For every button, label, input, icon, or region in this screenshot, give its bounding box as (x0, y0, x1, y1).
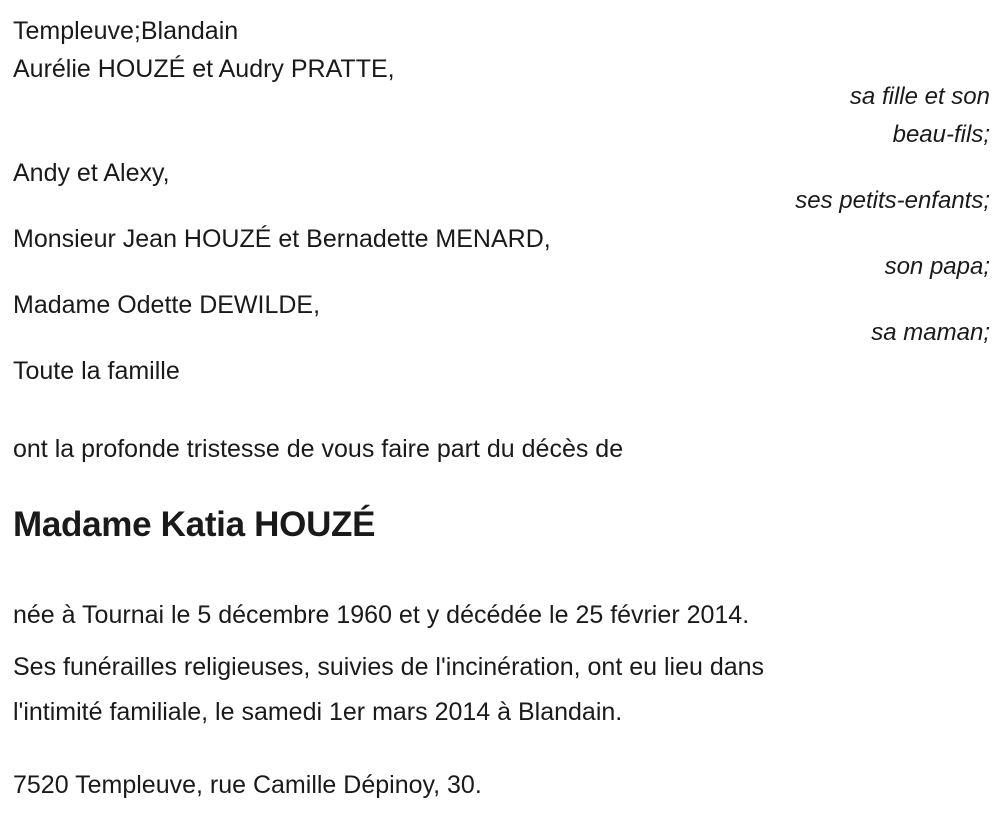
relation-line: beau-fils; (892, 121, 990, 148)
relation-line: son papa; (884, 253, 990, 280)
family-row-grandchildren (13, 154, 990, 220)
relation-line: ses petits-enfants; (795, 187, 990, 214)
family-member-name: Aurélie HOUZÉ et Audry PRATTE, (13, 55, 395, 83)
funeral-line: l'intimité familiale, le samedi 1er mars 2014 à Blandain. (13, 698, 623, 726)
family-row-daughter (13, 50, 990, 154)
relation-label (13, 78, 990, 154)
funeral-line: Ses funérailles religieuses, suivies de l'incinération, ont eu lieu dans (13, 653, 765, 681)
family-member-name: Toute la famille (13, 357, 180, 385)
address-line: 7520 Templeuve, rue Camille Dépinoy, 30. (13, 771, 482, 799)
location-line: Templeuve;Blandain (13, 17, 239, 45)
family-member-name: Andy et Alexy, (13, 159, 170, 187)
relation-line: sa maman; (871, 319, 990, 346)
family-row-whole-family (13, 352, 990, 390)
relation-line: sa fille et son (849, 83, 990, 110)
announcement-line: ont la profonde tristesse de vous faire part du décès de (13, 435, 624, 463)
funeral-paragraph (13, 645, 990, 735)
family-member-name: Madame Odette DEWILDE, (13, 291, 321, 319)
family-row-father (13, 220, 990, 286)
family-row-mother (13, 286, 990, 352)
deceased-name-heading: Madame Katia HOUZÉ (13, 505, 376, 544)
family-member-name: Monsieur Jean HOUZÉ et Bernadette MENARD, (13, 225, 551, 253)
birth-death-line: née à Tournai le 5 décembre 1960 et y décédée le 25 février 2014. (13, 601, 750, 629)
